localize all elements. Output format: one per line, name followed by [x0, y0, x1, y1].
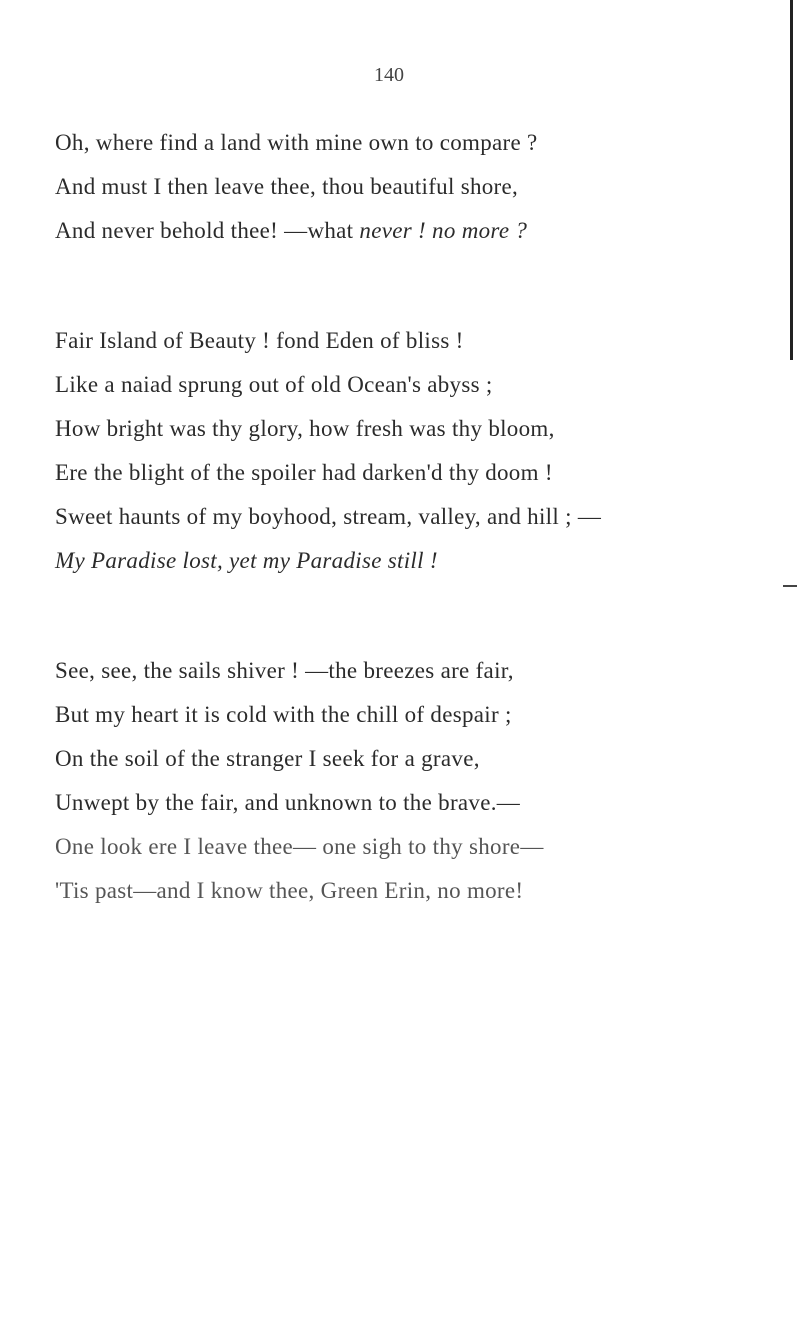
poem-line: On the soil of the stranger I seek for a grave,: [55, 746, 480, 771]
poem-line: But my heart it is cold with the chill of despair ;: [55, 702, 512, 727]
poem-line: 'Tis past—and I know thee, Green Erin, no more!: [55, 878, 524, 903]
margin-dash: [783, 585, 797, 587]
poem-line-text: And never behold thee! —what: [55, 218, 360, 243]
poem-line: And must I then leave thee, thou beautiful shore,: [55, 174, 519, 199]
poem-line-italic: My Paradise lost, yet my Paradise still !: [55, 548, 438, 573]
poem-line: Fair Island of Beauty ! fond Eden of bliss !: [55, 328, 464, 353]
page-number: 140: [374, 64, 404, 86]
poem-line: Oh, where find a land with mine own to compare ?: [55, 130, 538, 155]
poem-line: Unwept by the fair, and unknown to the brave.—: [55, 790, 521, 815]
poem-line: Ere the blight of the spoiler had darken'd thy doom !: [55, 460, 553, 485]
poem-line: See, see, the sails shiver ! —the breezes are fair,: [55, 658, 514, 683]
poem-line: [55, 216, 527, 246]
poem-line-italic: never ! no more ?: [359, 218, 528, 243]
poem-line: Sweet haunts of my boyhood, stream, valley, and hill ; —: [55, 504, 602, 529]
poem-line: Like a naiad sprung out of old Ocean's abyss ;: [55, 372, 493, 397]
right-margin-rule: [790, 0, 793, 360]
poem-line: One look ere I leave thee— one sigh to thy shore—: [55, 834, 544, 859]
poem-line: How bright was thy glory, how fresh was thy bloom,: [55, 416, 555, 441]
poem-line: [55, 546, 438, 576]
